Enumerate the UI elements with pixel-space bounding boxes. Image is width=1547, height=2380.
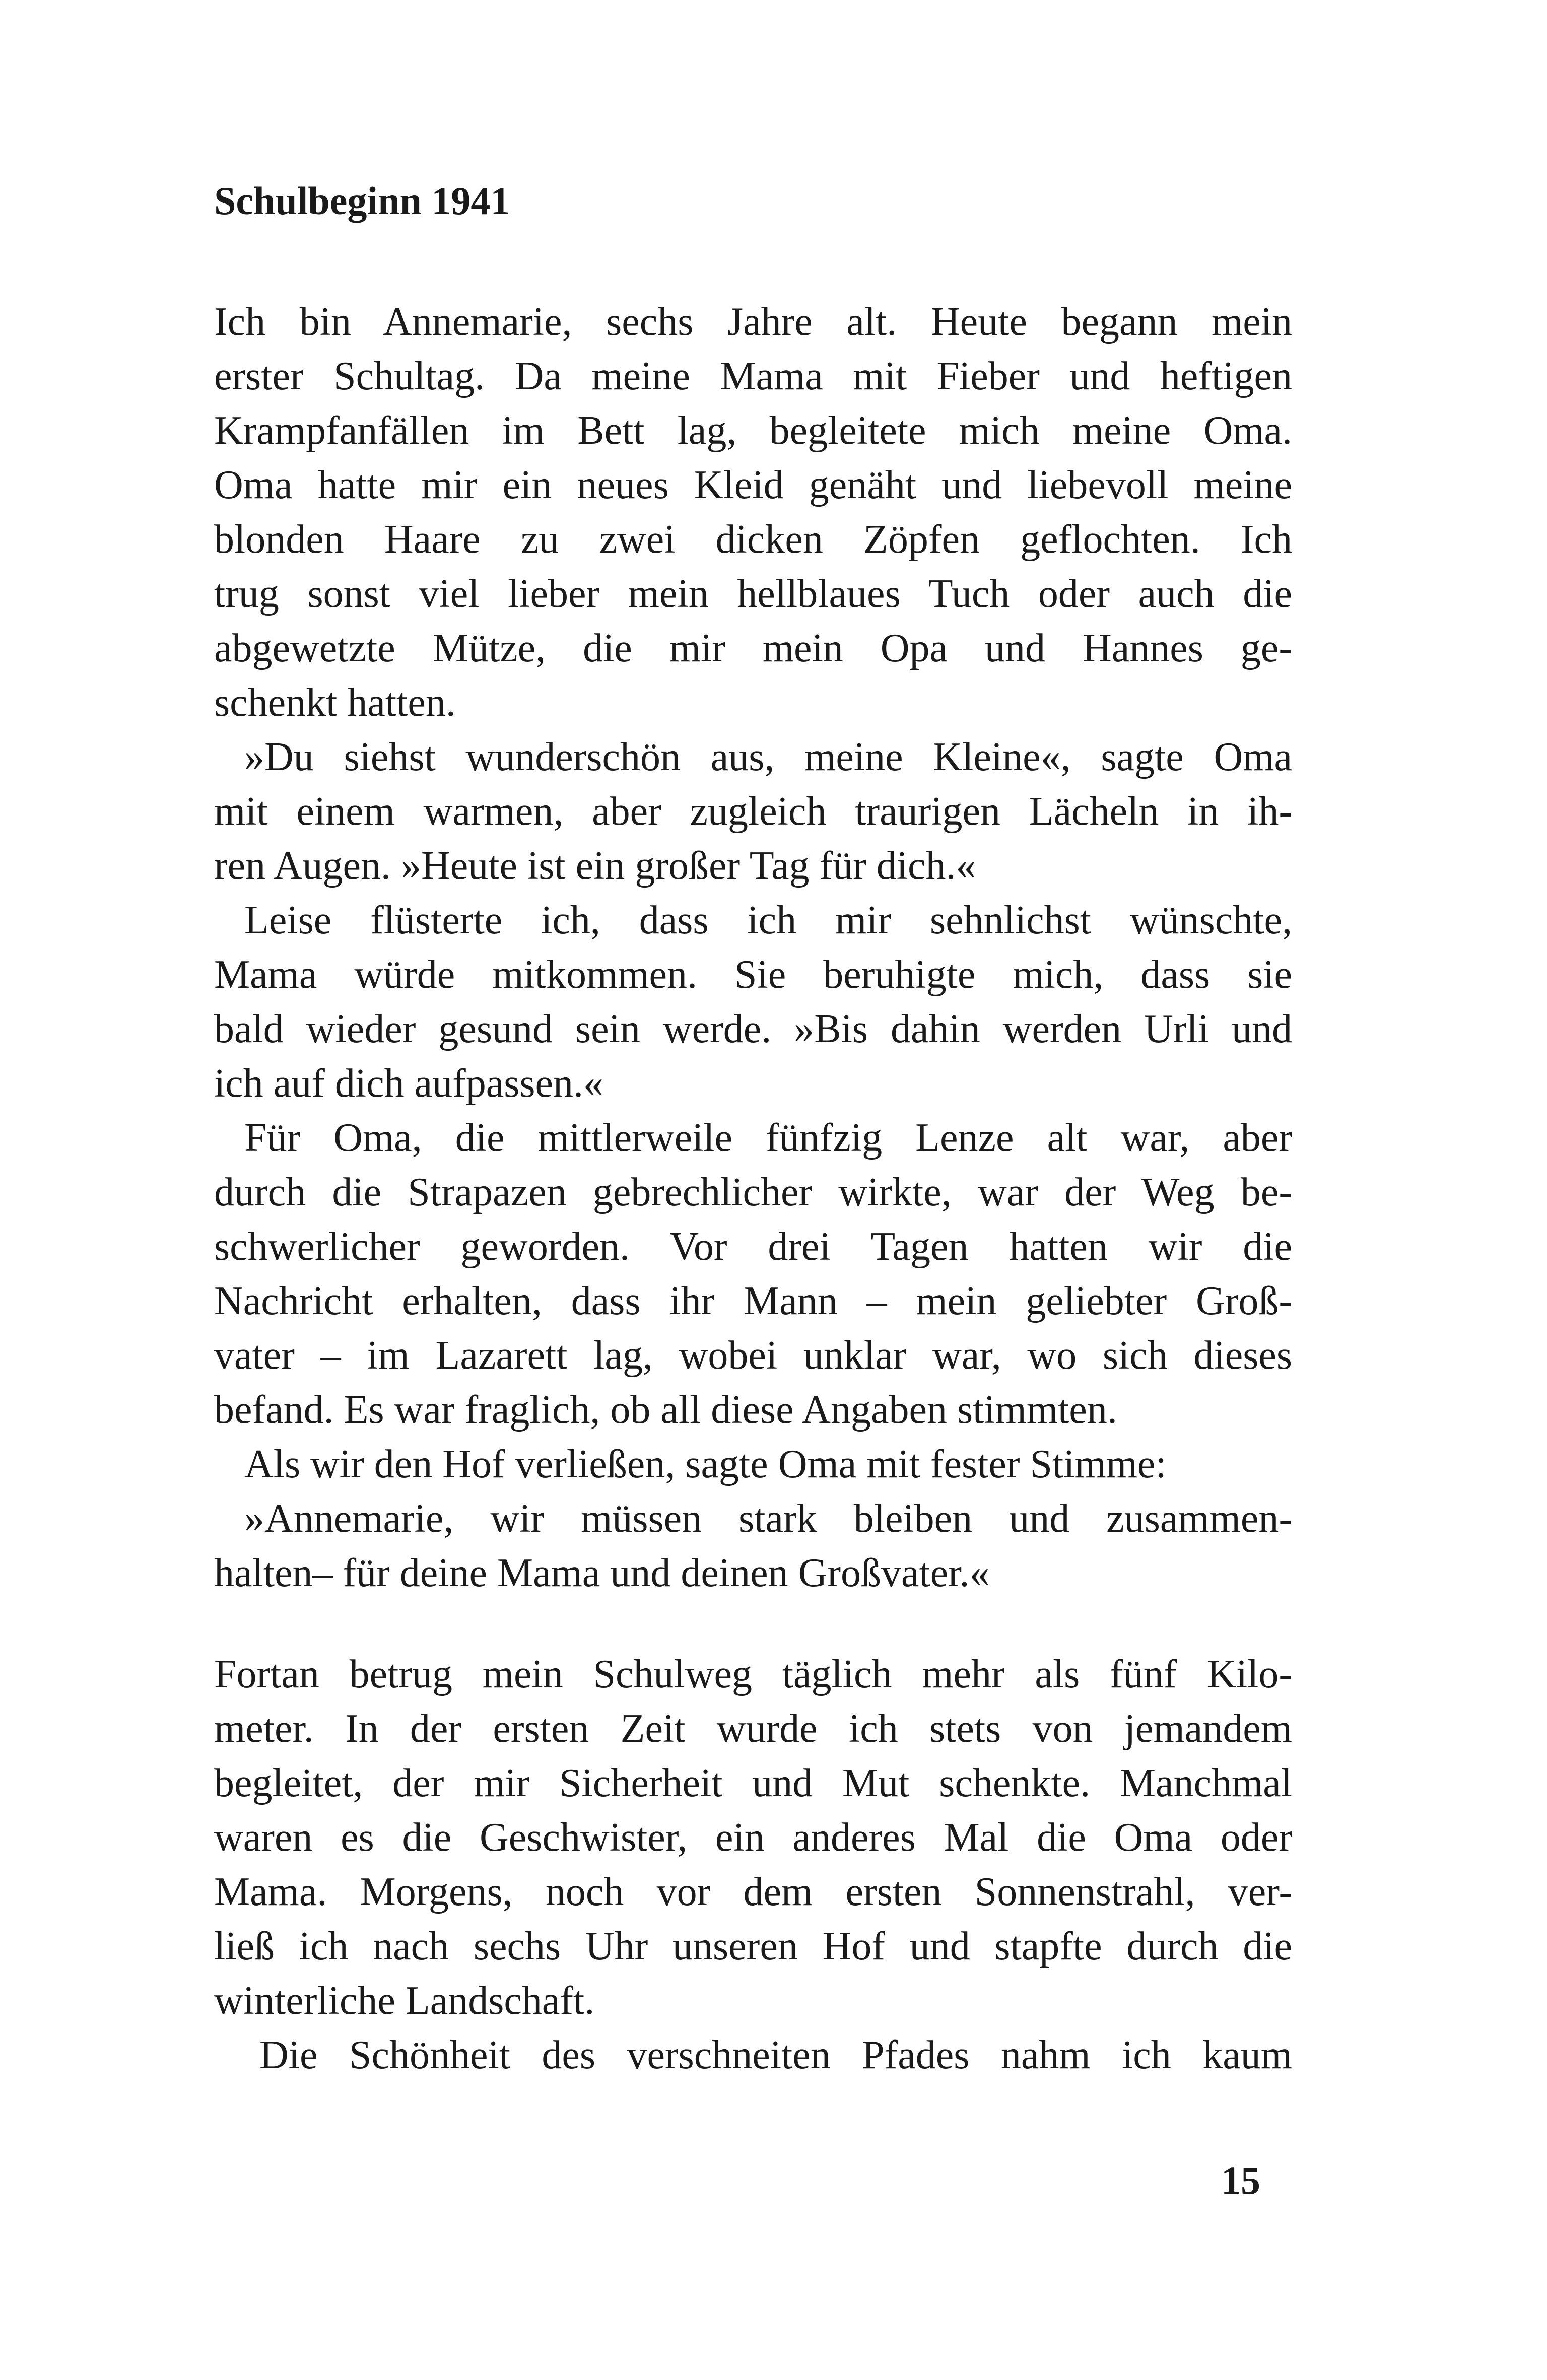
text-line: ren Augen. »Heute ist ein großer Tag für dich.« — [214, 844, 976, 888]
text-line: winterliche Landschaft. — [214, 1979, 595, 2023]
text-line: Oma hatte mir ein neues Kleid genäht und liebevoll meine — [214, 463, 1292, 507]
text-line: »Annemarie, wir müssen stark bleiben und zusammen- — [244, 1497, 1292, 1541]
page-number: 15 — [1221, 2158, 1260, 2202]
text-line: Als wir den Hof verließen, sagte Oma mit fester Stimme: — [244, 1442, 1167, 1486]
text-line: begleitet, der mir Sicherheit und Mut schenkte. Manchmal — [214, 1761, 1292, 1805]
text-line: Krampfanfällen im Bett lag, begleitete mich meine Oma. — [214, 409, 1292, 453]
text-line: trug sonst viel lieber mein hellblaues Tuch oder auch die — [214, 572, 1292, 616]
text-line: abgewetzte Mütze, die mir mein Opa und Hannes ge- — [214, 626, 1292, 670]
text-line: Mama würde mitkommen. Sie beruhigte mich, dass sie — [214, 953, 1292, 997]
text-line: durch die Strapazen gebrechlicher wirkte, war der Weg be- — [214, 1170, 1292, 1214]
text-line: Ich bin Annemarie, sechs Jahre alt. Heute begann mein — [214, 300, 1292, 344]
text-line: erster Schultag. Da meine Mama mit Fieber und heftigen — [214, 354, 1292, 398]
text-line: Für Oma, die mittlerweile fünfzig Lenze alt war, aber — [244, 1116, 1292, 1160]
paragraph-6 — [214, 1491, 1292, 1600]
text-line: vater – im Lazarett lag, wobei unklar war, wo sich dieses — [214, 1333, 1292, 1378]
section-2 — [214, 1647, 1292, 2082]
text-line: Leise flüsterte ich, dass ich mir sehnlichst wünschte, — [244, 898, 1292, 942]
paragraph-7 — [214, 1647, 1292, 2028]
text-line: Mama. Morgens, noch vor dem ersten Sonnenstrahl, ver- — [214, 1870, 1292, 1914]
text-line: Nachricht erhalten, dass ihr Mann – mein geliebter Groß- — [214, 1279, 1292, 1323]
text-line: waren es die Geschwister, ein anderes Mal die Oma oder — [214, 1815, 1292, 1860]
paragraph-3 — [214, 893, 1292, 1111]
text-line: halten– für deine Mama und deinen Großvater.« — [214, 1551, 990, 1595]
text-line: Die Schönheit des verschneiten Pfades nahm ich kaum — [259, 2033, 1292, 2077]
text-line: mit einem warmen, aber zugleich traurigen Lächeln in ih- — [214, 789, 1292, 834]
text-line: ließ ich nach sechs Uhr unseren Hof und stapfte durch die — [214, 1924, 1292, 1968]
section-1 — [214, 295, 1292, 1600]
text-line: ich auf dich aufpassen.« — [214, 1061, 604, 1106]
chapter-heading: Schulbeginn 1941 — [214, 179, 510, 223]
paragraph-1 — [214, 295, 1292, 730]
text-line: bald wieder gesund sein werde. »Bis dahin werden Urli und — [214, 1007, 1292, 1051]
text-line: schenkt hatten. — [214, 681, 456, 725]
text-line: schwerlicher geworden. Vor drei Tagen hatten wir die — [214, 1225, 1292, 1269]
text-line: meter. In der ersten Zeit wurde ich stets von jemandem — [214, 1707, 1292, 1751]
paragraph-2 — [214, 730, 1292, 893]
text-line: befand. Es war fraglich, ob all diese Angaben stimmten. — [214, 1388, 1117, 1432]
paragraph-8 — [214, 2028, 1292, 2082]
text-line: Fortan betrug mein Schulweg täglich mehr als fünf Kilo- — [214, 1652, 1292, 1696]
paragraph-5 — [214, 1437, 1292, 1491]
text-line: »Du siehst wunderschön aus, meine Kleine«, sagte Oma — [244, 735, 1292, 779]
paragraph-4 — [214, 1111, 1292, 1437]
text-line: blonden Haare zu zwei dicken Zöpfen geflochten. Ich — [214, 517, 1292, 562]
